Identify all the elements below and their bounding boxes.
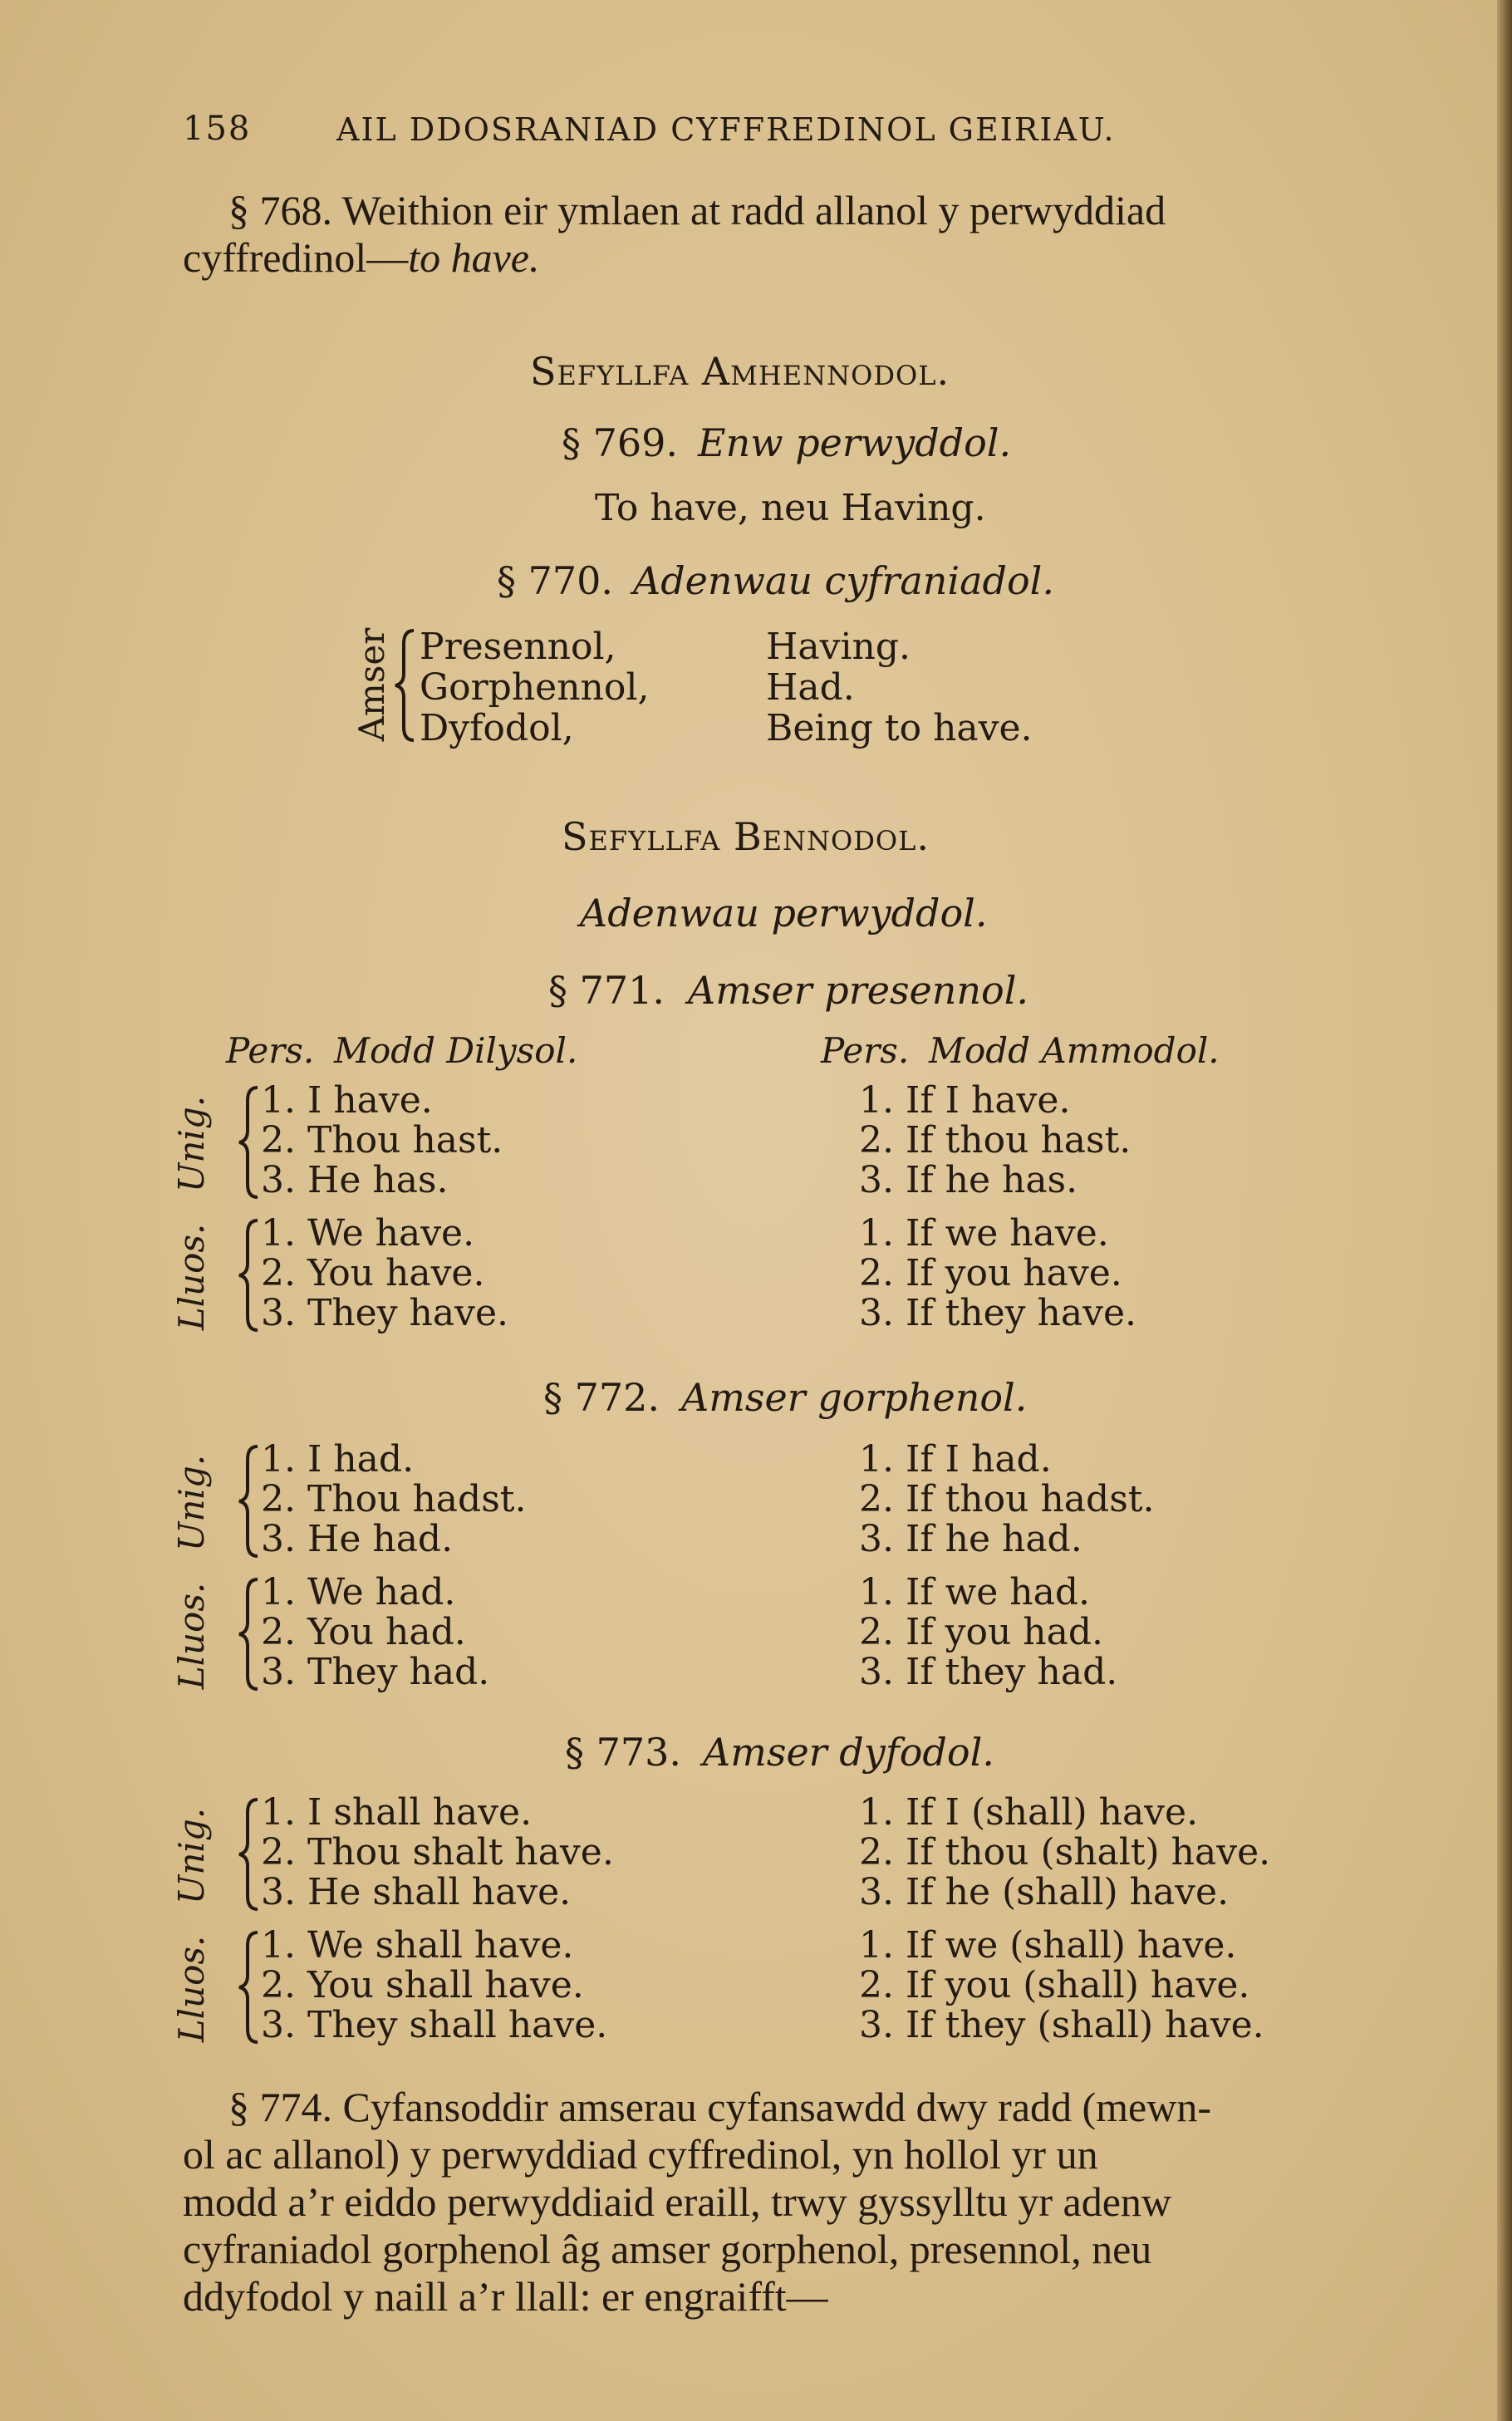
s773-ammodol-row: 1. If we (shall) have.: [859, 1924, 1237, 1967]
amser-row-1-value: Having.: [766, 626, 911, 668]
para-774-line-2: ol ac allanol) y perwyddiad cyffredinol, yn hollol yr un: [183, 2131, 1098, 2178]
brace-s773-singular: [236, 1796, 261, 1913]
section-771-title: Amser presennol.: [688, 968, 1029, 1013]
amser-brace: [392, 627, 417, 744]
s772-ammodol-row: 2. If you had.: [859, 1611, 1104, 1653]
s772-ammodol-row: 1. If we had.: [859, 1571, 1091, 1613]
s772-dilysol-row: 3. They had.: [261, 1651, 490, 1693]
s773-dilysol-row: 3. He shall have.: [261, 1871, 572, 1913]
section-769-title: Enw perwyddol.: [698, 420, 1012, 465]
amser-side-label: Amser: [351, 627, 392, 742]
para-774-line-5: ddyfodol y naill a’r llall: er engraifft—: [183, 2273, 828, 2320]
s772-ammodol-row: 3. If they had.: [859, 1651, 1118, 1693]
s771-dilysol-row: 1. I have.: [261, 1079, 433, 1122]
section-773-number: § 773.: [565, 1730, 682, 1775]
para-768-line-2: [183, 234, 1404, 282]
section-770-number: § 770.: [497, 558, 614, 603]
para-774-line-3: modd a’r eiddo perwyddiaid eraill, trwy gyssylltu yr adenw: [183, 2178, 1171, 2225]
s772-dilysol-row: 2. Thou hadst.: [261, 1478, 527, 1520]
para-768-line-1: § 768. Weithion eir ymlaen at radd allanol y perwyddiad: [228, 187, 1166, 233]
s771-ammodol-row: 2. If you have.: [859, 1252, 1122, 1294]
s771-ammodol-row: 1. If we have.: [859, 1212, 1109, 1255]
s772-dilysol-row: 1. I had.: [261, 1438, 415, 1481]
left-mood-header: Modd Dilysol.: [334, 1030, 578, 1071]
s772-dilysol-row: 3. He had.: [261, 1518, 454, 1560]
para-768-italic: to have.: [408, 234, 540, 281]
s771-dilysol-row: 3. He has.: [261, 1159, 449, 1201]
amser-row-2-name: Gorphennol,: [420, 666, 650, 709]
section-772-number: § 772.: [543, 1375, 660, 1420]
s771-ammodol-row: 2. If thou hast.: [859, 1119, 1132, 1161]
s772-ammodol-row: 2. If thou hadst.: [859, 1478, 1155, 1520]
s773-ammodol-row: 3. If he (shall) have.: [859, 1871, 1230, 1913]
s773-dilysol-row: 2. Thou shalt have.: [261, 1831, 614, 1873]
plural-label-s771: Lluos.: [171, 1223, 212, 1331]
s773-dilysol-row: 1. We shall have.: [261, 1924, 574, 1967]
left-pers-header: Pers.: [226, 1030, 315, 1071]
s772-dilysol-row: 2. You had.: [261, 1611, 466, 1653]
section-769-number: § 769.: [562, 420, 679, 465]
amser-row-1-name: Presennol,: [420, 626, 616, 668]
s771-ammodol-row: 1. If I have.: [859, 1079, 1071, 1122]
brace-s772-singular: [236, 1443, 261, 1559]
para-774-line-1: § 774. Cyfansoddir amserau cyfansawdd dwy radd (mewn-: [228, 2084, 1212, 2130]
singular-label-s771: Unig.: [171, 1095, 212, 1193]
subheading-adenwau: Adenwau perwyddol.: [580, 891, 988, 935]
singular-label-s772: Unig.: [171, 1454, 212, 1552]
paragraph-774: [183, 2084, 1404, 2320]
plural-label-s772: Lluos.: [171, 1582, 212, 1690]
s773-ammodol-row: 1. If I (shall) have.: [859, 1791, 1199, 1834]
section-772-title: Amser gorphenol.: [681, 1375, 1028, 1420]
s771-ammodol-row: 3. If they have.: [859, 1292, 1136, 1334]
amser-row-2-value: Had.: [766, 666, 855, 709]
section-769-line: To have, neu Having.: [595, 487, 986, 529]
brace-s773-plural: [236, 1929, 261, 2045]
page-number: 158: [183, 110, 252, 148]
s773-dilysol-row: 1. I shall have.: [261, 1791, 533, 1834]
para-774-line-4: cyfraniadol gorphenol âg amser gorphenol, presennol, neu: [183, 2226, 1152, 2272]
section-771-number: § 771.: [548, 968, 665, 1013]
section-770-title: Adenwau cyfraniadol.: [633, 558, 1054, 603]
plural-label-s773: Lluos.: [171, 1935, 212, 2043]
paragraph-768: [183, 187, 1404, 282]
right-pers-header: Pers.: [821, 1030, 910, 1071]
s771-dilysol-row: 3. They have.: [261, 1292, 508, 1334]
s772-dilysol-row: 1. We had.: [261, 1571, 456, 1613]
s771-dilysol-row: 1. We have.: [261, 1212, 475, 1255]
amser-row-3-name: Dyfodol,: [420, 707, 574, 749]
page-edge: [1497, 0, 1512, 2421]
section-heading-bennodol: Sefyllfa Bennodol.: [562, 814, 930, 859]
s773-dilysol-row: 2. You shall have.: [261, 1964, 584, 2006]
brace-s771-plural: [236, 1217, 261, 1333]
s771-ammodol-row: 3. If he has.: [859, 1159, 1078, 1201]
s771-dilysol-row: 2. You have.: [261, 1252, 485, 1294]
s772-ammodol-row: 1. If I had.: [859, 1438, 1052, 1481]
para-768-line-2a: cyffredinol—: [183, 234, 409, 281]
brace-s771-singular: [236, 1084, 261, 1201]
s773-dilysol-row: 3. They shall have.: [261, 2004, 608, 2046]
singular-label-s773: Unig.: [171, 1807, 212, 1905]
right-mood-header: Modd Ammodol.: [929, 1030, 1220, 1071]
s773-ammodol-row: 2. If you (shall) have.: [859, 1964, 1250, 2006]
s771-dilysol-row: 2. Thou hast.: [261, 1119, 503, 1161]
section-heading-amhennodol: Sefyllfa Amhennodol.: [530, 349, 950, 394]
s773-ammodol-row: 3. If they (shall) have.: [859, 2004, 1264, 2046]
amser-row-3-value: Being to have.: [766, 707, 1033, 749]
running-head: AIL DDOSRANIAD CYFFREDINOL GEIRIAU.: [336, 111, 1116, 148]
brace-s772-plural: [236, 1576, 261, 1692]
section-773-title: Amser dyfodol.: [703, 1730, 994, 1775]
s773-ammodol-row: 2. If thou (shalt) have.: [859, 1831, 1271, 1873]
s772-ammodol-row: 3. If he had.: [859, 1518, 1082, 1560]
